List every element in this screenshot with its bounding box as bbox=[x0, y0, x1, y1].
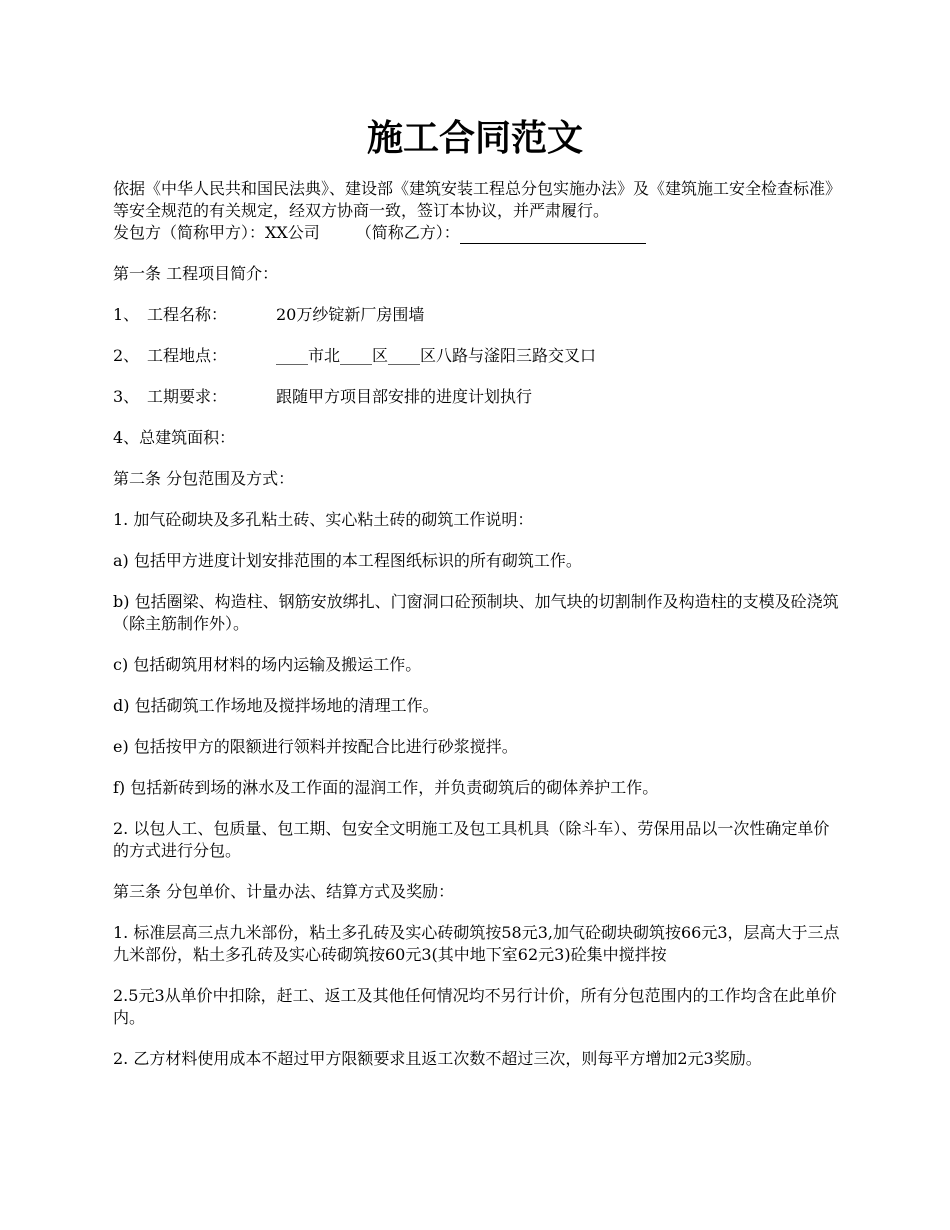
item-number: 2、 bbox=[113, 346, 140, 365]
party-a: 发包方（简称甲方）：XX公司 bbox=[113, 223, 320, 242]
item-value: 20万纱锭新厂房围墙 bbox=[276, 305, 425, 324]
document-body bbox=[113, 178, 843, 1089]
article-2-clause-1: 1. 加气砼砌块及多孔粘土砖、实心粘土砖的砌筑工作说明： bbox=[113, 510, 534, 529]
item-number: 3、 bbox=[113, 387, 140, 406]
parties-line bbox=[113, 222, 843, 244]
project-item bbox=[113, 345, 843, 367]
project-item bbox=[113, 386, 843, 408]
item-label: 工期要求： bbox=[147, 387, 228, 406]
party-b-blank bbox=[460, 225, 646, 244]
item-label: 工程地点： bbox=[147, 346, 228, 365]
article-2-clause-d: d) 包括砌筑工作场地及搅拌场地的清理工作。 bbox=[113, 696, 439, 715]
article-3-clause-2: 2. 乙方材料使用成本不超过甲方限额要求且返工次数不超过三次，则每平方增加2元3奖励。 bbox=[113, 1049, 762, 1068]
article-1-heading: 第一条 工程项目简介： bbox=[113, 264, 279, 283]
article-2-clause-2: 2. 以包人工、包质量、包工期、包安全文明施工及包工具机具（除斗车）、劳保用品以一次性确定单价的方式进行分包。 bbox=[113, 819, 830, 860]
item-value: 跟随甲方项目部安排的进度计划执行 bbox=[276, 387, 533, 406]
article-2-clause-a: a) 包括甲方进度计划安排范围的本工程图纸标识的所有砌筑工作。 bbox=[113, 551, 582, 570]
intro-paragraph: 依据《中华人民共和国民法典》、建设部《建筑安装工程总分包实施办法》及《建筑施工安全检查标准》等安全规范的有关规定，经双方协商一致，签订本协议，并严肃履行。 bbox=[113, 179, 842, 220]
article-2-clause-c: c) 包括砌筑用材料的场内运输及搬运工作。 bbox=[113, 655, 422, 674]
article-3-heading: 第三条 分包单价、计量办法、结算方式及奖励： bbox=[113, 882, 455, 901]
project-item bbox=[113, 304, 843, 326]
article-2-clause-b: b) 包括圈梁、构造柱、钢筋安放绑扎、门窗洞口砼预制块、加气块的切割制作及构造柱的支模及砼浇筑（除主筋制作外）。 bbox=[113, 592, 839, 633]
item-number: 1、 bbox=[113, 305, 140, 324]
item-label: 工程名称： bbox=[147, 305, 228, 324]
total-area-item: 4、总建筑面积： bbox=[113, 428, 236, 447]
article-3-clause-1-continued: 2.5元3从单价中扣除，赶工、返工及其他任何情况均不另行计价，所有分包范围内的工作均含在此单价内。 bbox=[113, 986, 837, 1027]
party-b: （简称乙方）： bbox=[355, 223, 460, 242]
article-3-clause-1: 1. 标准层高三点九米部份，粘土多孔砖及实心砖砌筑按58元3,加气砼砌块砌筑按66元3，层高大于三点九米部份，粘土多孔砖及实心砖砌筑按60元3(其中地下室62元3)砼集中搅拌按 bbox=[113, 923, 840, 964]
document-title: 施工合同范文 bbox=[366, 117, 583, 159]
item-value: ____市北____区____区八路与滏阳三路交叉口 bbox=[276, 346, 597, 365]
article-2-clause-e: e) 包括按甲方的限额进行领料并按配合比进行砂浆搅拌。 bbox=[113, 737, 518, 756]
article-2-clause-f: f) 包括新砖到场的淋水及工作面的湿润工作，并负责砌筑后的砌体养护工作。 bbox=[113, 778, 659, 797]
article-2-heading: 第二条 分包范围及方式： bbox=[113, 469, 295, 488]
